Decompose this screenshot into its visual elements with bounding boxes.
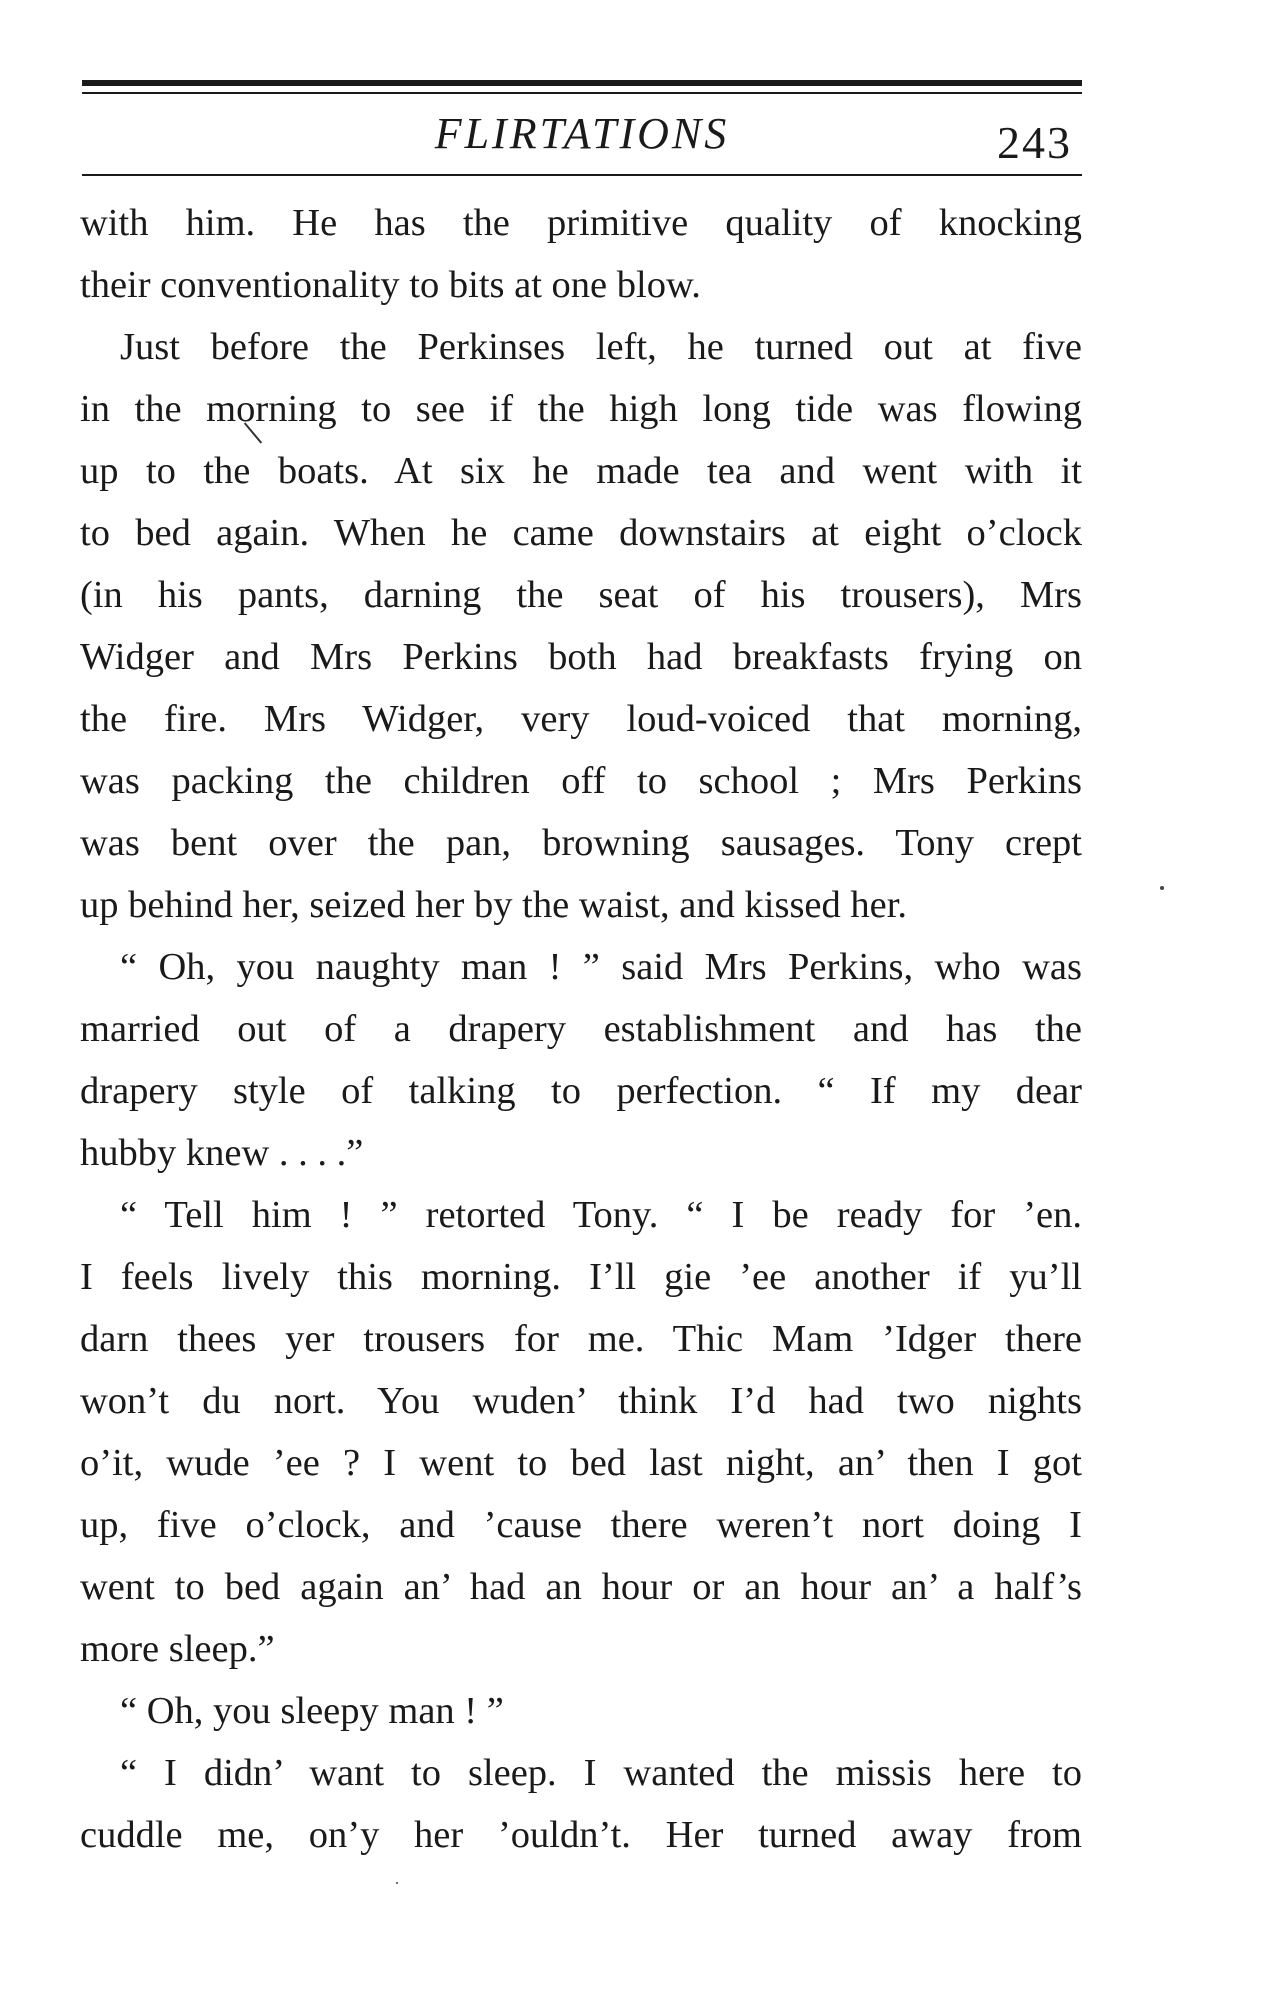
text-line: “ Oh, you naughty man ! ” said Mrs Perkins, who was bbox=[120, 946, 1082, 988]
text-line: up, five o’clock, and ’cause there weren’t nort doing I bbox=[80, 1504, 1082, 1546]
text-line: Widger and Mrs Perkins both had breakfasts frying on bbox=[80, 636, 1082, 678]
text-line: darn thees yer trousers for me. Thic Mam ’Idger there bbox=[80, 1318, 1082, 1360]
text-line: with him. He has the primitive quality of knocking bbox=[80, 202, 1082, 244]
text-line: was bent over the pan, browning sausages. Tony crept bbox=[80, 822, 1082, 864]
text-line: the fire. Mrs Widger, very loud-voiced that morning, bbox=[80, 698, 1082, 740]
header-underline bbox=[82, 174, 1082, 176]
header-rule-thick bbox=[82, 80, 1082, 86]
page-number: 243 bbox=[997, 117, 1072, 168]
text-line: Just before the Perkinses left, he turned out at five bbox=[120, 326, 1082, 368]
text-line: “ I didn’ want to sleep. I wanted the missis here to bbox=[120, 1752, 1082, 1794]
text-line: up behind her, seized her by the waist, and kissed her. bbox=[80, 884, 908, 926]
text-line: I feels lively this morning. I’ll gie ’ee another if yu’ll bbox=[80, 1256, 1082, 1298]
text-line: “ Oh, you sleepy man ! ” bbox=[120, 1690, 504, 1732]
text-line: “ Tell him ! ” retorted Tony. “ I be ready for ’en. bbox=[120, 1194, 1082, 1236]
text-line: up to the boats. At six he made tea and went with it bbox=[80, 450, 1082, 492]
running-head bbox=[82, 102, 1082, 168]
text-line: hubby knew . . . .” bbox=[80, 1132, 364, 1174]
text-line: their conventionality to bits at one blow. bbox=[80, 264, 701, 306]
text-line: went to bed again an’ had an hour or an hour an’ a half’s bbox=[80, 1566, 1082, 1608]
header-rule-thin bbox=[82, 92, 1082, 94]
paper-speck bbox=[396, 1882, 398, 1884]
text-line: (in his pants, darning the seat of his trousers), Mrs bbox=[80, 574, 1082, 616]
body-text bbox=[80, 192, 1082, 1866]
text-line: more sleep.” bbox=[80, 1628, 275, 1670]
text-line: to bed again. When he came downstairs at eight o’clock bbox=[80, 512, 1082, 554]
text-line: married out of a drapery establishment and has the bbox=[80, 1008, 1082, 1050]
text-line: o’it, wude ’ee ? I went to bed last night, an’ then I got bbox=[80, 1442, 1082, 1484]
running-title: FLIRTATIONS bbox=[434, 109, 730, 158]
text-line: in the morning to see if the high long tide was flowing bbox=[80, 388, 1082, 430]
text-line: cuddle me, on’y her ’ouldn’t. Her turned away from bbox=[80, 1814, 1082, 1856]
paper-speck bbox=[1160, 886, 1164, 890]
text-line: won’t du nort. You wuden’ think I’d had two nights bbox=[80, 1380, 1082, 1422]
text-line: was packing the children off to school ; Mrs Perkins bbox=[80, 760, 1082, 802]
text-line: drapery style of talking to perfection. “ If my dear bbox=[80, 1070, 1082, 1112]
